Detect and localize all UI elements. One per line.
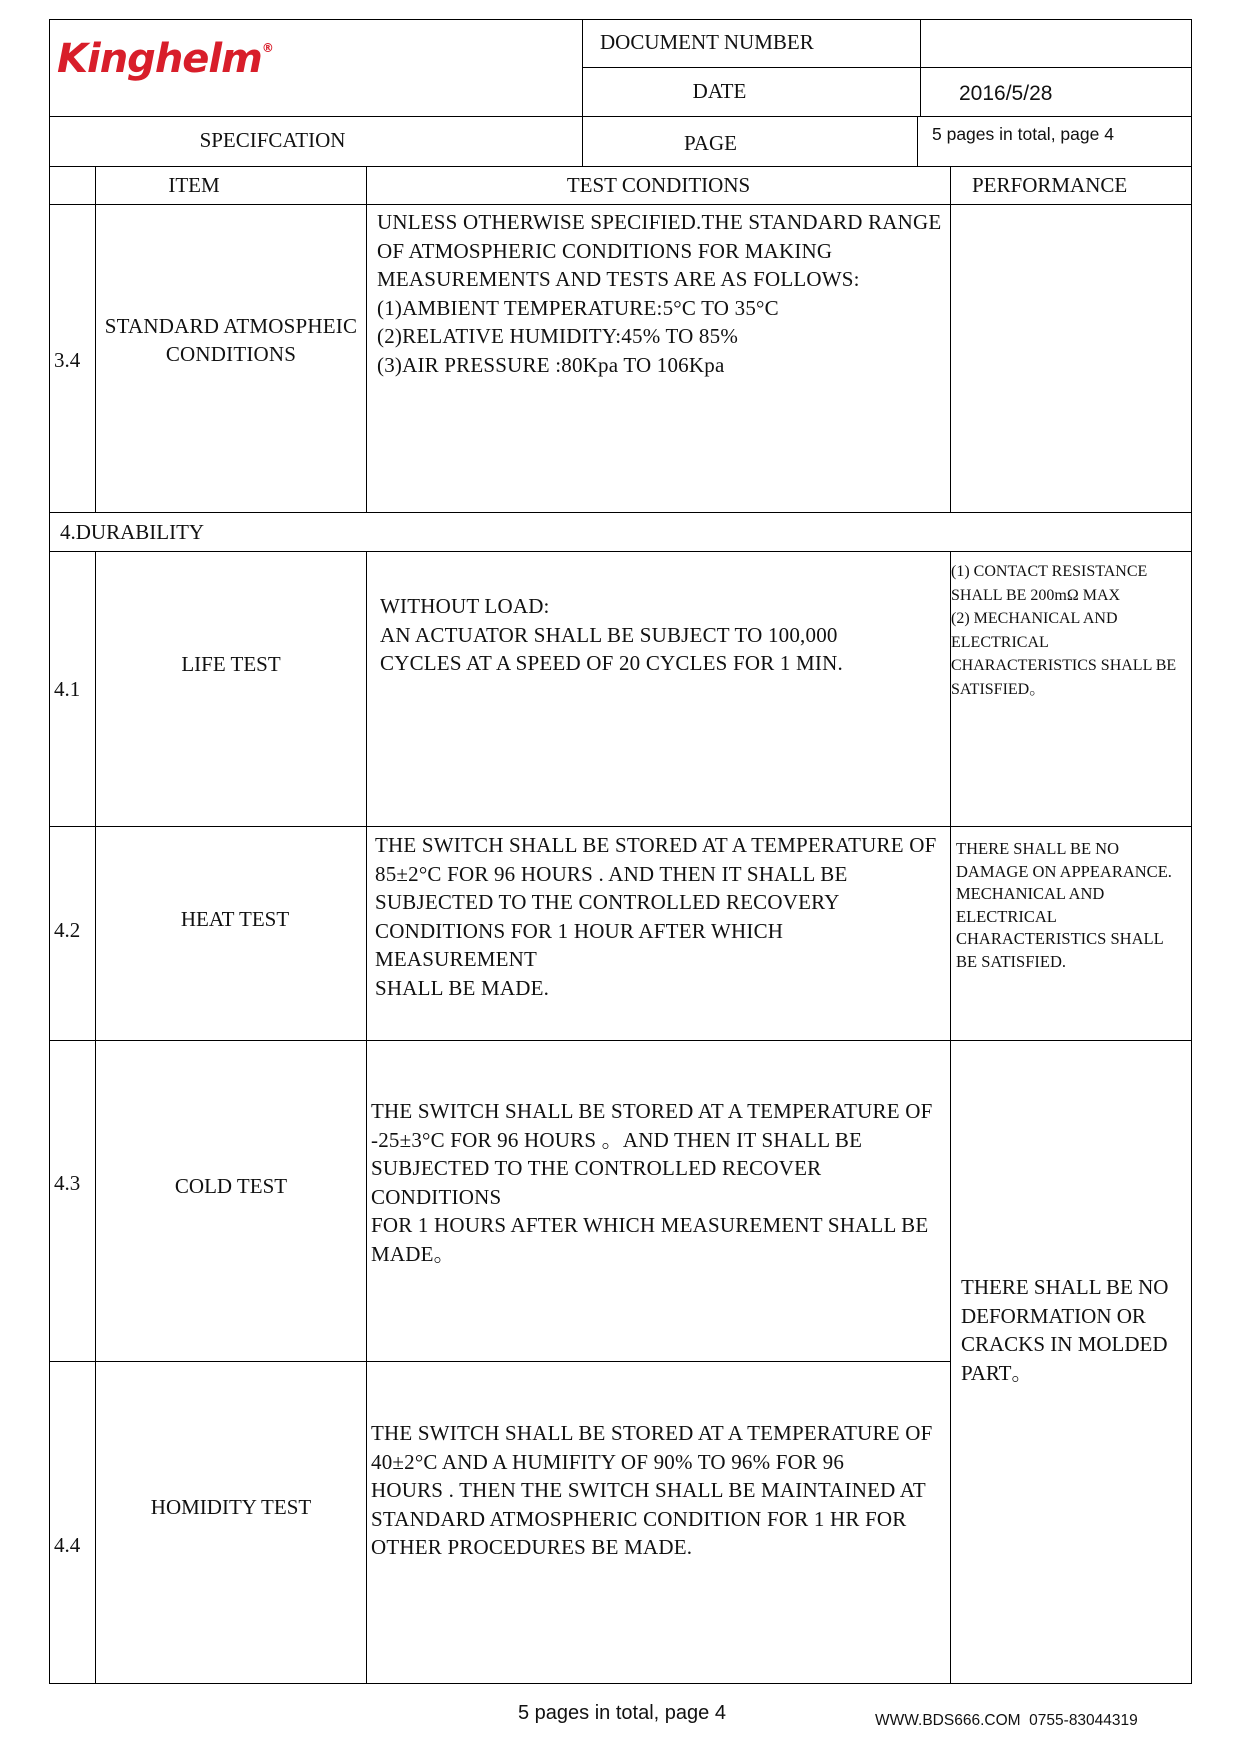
item-name: HEAT TEST xyxy=(180,906,290,931)
test-conditions: THE SWITCH SHALL BE STORED AT A TEMPERATURE OF 40±2°C AND A HUMIFITY OF 90% TO 96% FOR 96 HOURS . THEN THE SWITCH SHALL BE MAINTAINED AT STANDARD ATMOSPHERIC CONDITION FOR 1 HR FOR OTHER PROCEDURES BE MADE. xyxy=(371,1421,933,1559)
rule-header-value-split xyxy=(920,19,921,117)
rule-left xyxy=(49,19,50,1684)
date-value: 2016/5/28 xyxy=(959,82,1053,105)
rule-perf-col xyxy=(950,166,951,513)
rule-header-mid xyxy=(582,67,1192,68)
item-name: STANDARD ATMOSPHEIC CONDITIONS xyxy=(104,313,358,366)
footer-page-info: 5 pages in total, page 4 xyxy=(518,1702,726,1724)
date-label: DATE xyxy=(692,79,747,103)
row-number: 4.3 xyxy=(54,1171,81,1195)
column-item: ITEM xyxy=(168,173,220,197)
rule-bottom xyxy=(49,1683,1192,1684)
rule-page-split xyxy=(917,116,918,167)
spec-label: SPECIFCATION xyxy=(199,128,346,152)
performance-text-shared: THERE SHALL BE NO DEFORMATION OR CRACKS IN MOLDED PART。 xyxy=(961,1275,1169,1385)
brand-name: Kinghelm xyxy=(57,36,262,82)
rule-row42-bottom xyxy=(49,1040,1192,1041)
rule-row43-bottom xyxy=(49,1361,951,1362)
brand-logo xyxy=(57,36,273,82)
registered-mark: ® xyxy=(261,40,273,55)
item-name: COLD TEST xyxy=(174,1173,288,1198)
test-conditions: UNLESS OTHERWISE SPECIFIED.THE STANDARD RANGE OF ATMOSPHERIC CONDITIONS FOR MAKING MEASUREMENTS AND TESTS ARE AS FOLLOWS: (1)AMBIENT TEMPERATURE:5°C TO 35°C (2)RELATIVE HUMIDITY:45% TO 85% (3)AIR PRESSURE :80Kpa TO 106Kpa xyxy=(377,210,942,377)
rule-perf-col-2 xyxy=(950,551,951,1684)
page-label: PAGE xyxy=(684,131,737,155)
footer-website: WWW.BDS666.COM xyxy=(875,1712,1021,1729)
row-number: 3.4 xyxy=(54,348,81,372)
column-test-conditions: TEST CONDITIONS xyxy=(566,173,751,197)
row-number: 4.1 xyxy=(54,677,81,701)
rule-item-col-2 xyxy=(366,551,367,1684)
test-conditions: THE SWITCH SHALL BE STORED AT A TEMPERATURE OF 85±2°C FOR 96 HOURS . AND THEN IT SHALL BE SUBJECTED TO THE CONTROLLED RECOVERY CONDITIONS FOR 1 HOUR AFTER WHICH MEASUREMENT SHALL BE MADE. xyxy=(375,833,937,1000)
rule-row34-bottom xyxy=(49,512,1192,513)
performance-text: THERE SHALL BE NO DAMAGE ON APPEARANCE. MECHANICAL AND ELECTRICAL CHARACTERISTICS SHALL BE SATISFIED. xyxy=(956,839,1172,971)
item-name: HOMIDITY TEST xyxy=(150,1494,312,1519)
row-number: 4.4 xyxy=(54,1533,81,1557)
column-performance: PERFORMANCE xyxy=(972,173,1128,197)
rule-row41-bottom xyxy=(49,826,1192,827)
test-conditions: WITHOUT LOAD: AN ACTUATOR SHALL BE SUBJECT TO 100,000 CYCLES AT A SPEED OF 20 CYCLES FOR 1 MIN. xyxy=(380,594,843,675)
row-number: 4.2 xyxy=(54,918,81,942)
rule-right xyxy=(1191,19,1192,1684)
section-title: 4.DURABILITY xyxy=(60,520,205,544)
rule-spec-bottom xyxy=(49,166,1192,167)
rule-item-col xyxy=(366,166,367,513)
rule-section-bottom xyxy=(49,551,1192,552)
footer-phone: 0755-83044319 xyxy=(1029,1712,1138,1729)
page-value: 5 pages in total, page 4 xyxy=(932,124,1114,144)
test-conditions: THE SWITCH SHALL BE STORED AT A TEMPERATURE OF -25±3°C FOR 96 HOURS 。AND THEN IT SHALL BE SUBJECTED TO THE CONTROLLED RECOVER CONDITIONS FOR 1 HOURS AFTER WHICH MEASUREMENT SHALL BE MADE。 xyxy=(371,1099,933,1266)
rule-top xyxy=(49,19,1192,20)
item-name: LIFE TEST xyxy=(181,651,281,676)
doc-number-label: DOCUMENT NUMBER xyxy=(600,30,814,54)
rule-header-bottom xyxy=(49,116,1192,117)
footer-contact xyxy=(875,1712,1138,1730)
rule-colhead-bottom xyxy=(49,204,1192,205)
performance-text: (1) CONTACT RESISTANCE SHALL BE 200mΩ MAX (2) MECHANICAL AND ELECTRICAL CHARACTERISTICS SHALL BE SATISFIED。 xyxy=(951,563,1177,698)
